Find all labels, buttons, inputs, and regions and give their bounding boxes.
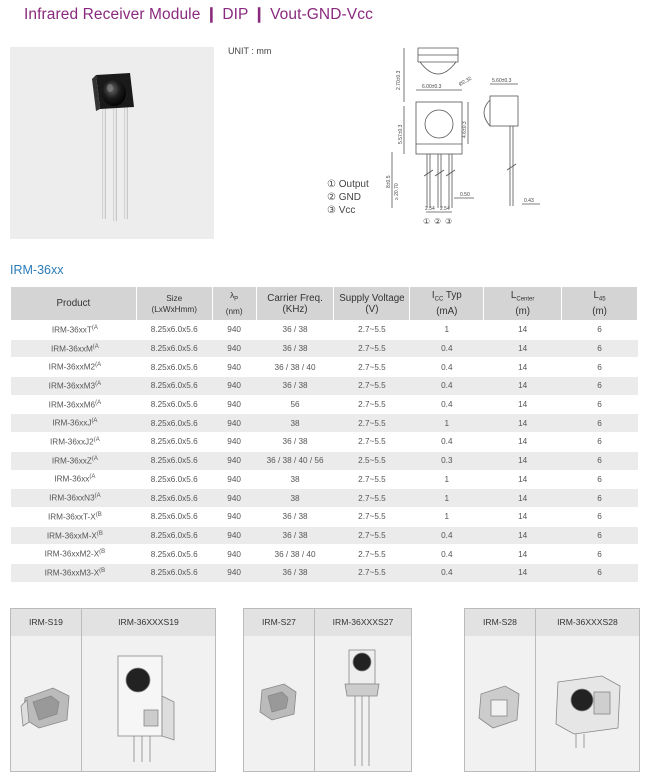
col-lcenter: $L_{Center}$ (m) [484,287,562,321]
supply-cell: 2.7~5.5 [334,377,410,396]
pin-number: ① [423,217,431,226]
page-title: Infrared Receiver Module ❙ DIP ❙ Vout-GND-Vcc [24,6,373,23]
table-row [11,321,638,340]
supply-cell: 2.7~5.5 [334,470,410,489]
size-cell: 8.25x6.0x5.6 [136,545,212,564]
carrier-cell: 36 / 38 [256,377,334,396]
lambda-cell: 940 [212,451,256,470]
table-header-row [11,287,638,321]
product-cell: IRM-$36xxM-X^{(B}$ [11,526,137,545]
supply-cell: 2.7~5.5 [334,358,410,377]
icc-cell: 0.4 [410,339,484,358]
dim-label: 4.6±0.3 [462,121,468,138]
case-header: IRM-S19 [11,609,81,636]
l45-cell: 6 [562,526,638,545]
spec-table [10,286,638,583]
l45-cell: 6 [562,563,638,582]
pin-legend [327,178,369,217]
icc-cell: 1 [410,489,484,508]
l45-cell: 6 [562,451,638,470]
carrier-cell: 38 [256,414,334,433]
lambda-cell: 940 [212,545,256,564]
module-in-holder-image [315,636,411,771]
carrier-cell: 36 / 38 [256,526,334,545]
lc-cell: 14 [484,433,562,452]
case-group-s19 [10,608,216,772]
product-photo [10,47,214,239]
lc-cell: 14 [484,321,562,340]
col-carrier: Carrier Freq. (KHz) [256,287,334,321]
size-cell: 8.25x6.0x5.6 [136,395,212,414]
product-cell: IRM-$36xxM2^{(A}$ [11,358,137,377]
table-row [11,395,638,414]
lc-cell: 14 [484,563,562,582]
l45-cell: 6 [562,321,638,340]
size-cell: 8.25x6.0x5.6 [136,470,212,489]
product-cell: IRM-36xxJ$^{(A}$ [11,414,137,433]
lambda-cell: 940 [212,377,256,396]
size-cell: 8.25x6.0x5.6 [136,358,212,377]
ir-receiver-image [10,47,214,239]
product-cell: IRM-$36xxN3^{(A}$ [11,489,137,508]
l45-cell: 6 [562,545,638,564]
carrier-cell: 36 / 38 / 40 [256,545,334,564]
size-cell: 8.25x6.0x5.6 [136,563,212,582]
col-wavelength: $\lambda_P$ (nm) [212,287,256,321]
l45-cell: 6 [562,377,638,396]
lc-cell: 14 [484,377,562,396]
table-row [11,433,638,452]
unit-label: UNIT : mm [228,46,272,56]
module-in-holder-image [82,636,215,771]
dim-label: 0.43 [524,198,534,204]
dimension-drawing [378,40,558,230]
lc-cell: 14 [484,395,562,414]
case-header: IRM-36XXXS28 [536,609,639,636]
series-title: IRM-36xx [10,263,64,277]
supply-cell: 2.7~5.5 [334,321,410,340]
icc-cell: 0.4 [410,526,484,545]
supply-cell: 2.5~5.5 [334,451,410,470]
table-row [11,451,638,470]
icc-cell: 0.4 [410,563,484,582]
lambda-cell: 940 [212,433,256,452]
dim-label: 0.50 [460,192,470,198]
col-icc: $I_{CC}$ Typ (mA) [410,287,484,321]
size-cell: 8.25x6.0x5.6 [136,526,212,545]
product-cell: IRM-$36xxM6^{(A}$ [11,395,137,414]
lambda-cell: 940 [212,339,256,358]
lc-cell: 14 [484,507,562,526]
carrier-cell: 38 [256,470,334,489]
dim-label: 2.54 [425,206,435,212]
size-cell: 8.25x6.0x5.6 [136,433,212,452]
lambda-cell: 940 [212,321,256,340]
carrier-cell: 36 / 38 [256,321,334,340]
case-group-s27 [243,608,412,772]
carrier-cell: 36 / 38 [256,507,334,526]
lc-cell: 14 [484,339,562,358]
lc-cell: 14 [484,545,562,564]
lc-cell: 14 [484,414,562,433]
product-cell: IRM-36xxT$^{(A}$ [11,321,137,340]
lambda-cell: 940 [212,395,256,414]
supply-cell: 2.7~5.5 [334,433,410,452]
dim-label: Ø2.32 [458,75,473,88]
supply-cell: 2.7~5.5 [334,339,410,358]
table-row [11,339,638,358]
case-header: IRM-S28 [465,609,535,636]
dim-label: ≥ 20.70 [394,183,400,200]
case-header: IRM-36XXXS27 [315,609,411,636]
icc-cell: 0.4 [410,545,484,564]
icc-cell: 1 [410,414,484,433]
supply-cell: 2.7~5.5 [334,545,410,564]
table-row [11,526,638,545]
product-cell: IRM-$36xxM2-X^{(B}$ [11,545,137,564]
supply-cell: 2.7~5.5 [334,414,410,433]
l45-cell: 6 [562,433,638,452]
l45-cell: 6 [562,507,638,526]
product-cell: IRM-36xxM$^{(A}$ [11,339,137,358]
product-cell: IRM-$36xx^{(A}$ [11,470,137,489]
carrier-cell: 36 / 38 / 40 / 56 [256,451,334,470]
case-header: IRM-S27 [244,609,314,636]
carrier-cell: 36 / 38 [256,433,334,452]
lc-cell: 14 [484,526,562,545]
size-cell: 8.25x6.0x5.6 [136,321,212,340]
dim-label: 5.57±0.3 [398,124,404,144]
supply-cell: 2.7~5.5 [334,489,410,508]
l45-cell: 6 [562,358,638,377]
icc-cell: 0.3 [410,451,484,470]
table-row [11,358,638,377]
table-row [11,563,638,582]
icc-cell: 0.4 [410,395,484,414]
table-row [11,489,638,508]
dim-label: 2.54 [440,206,450,212]
size-cell: 8.25x6.0x5.6 [136,507,212,526]
table-row [11,414,638,433]
dim-label: 6.00±0.3 [422,84,442,90]
lambda-cell: 940 [212,563,256,582]
supply-cell: 2.7~5.5 [334,526,410,545]
l45-cell: 6 [562,470,638,489]
lambda-cell: 940 [212,526,256,545]
col-size: Size (LxWxHmm) [136,287,212,321]
lc-cell: 14 [484,489,562,508]
col-product: Product [11,287,137,321]
icc-cell: 1 [410,321,484,340]
lambda-cell: 940 [212,358,256,377]
holder-image [465,636,535,771]
dim-label: 2.70±0.3 [396,70,402,90]
size-cell: 8.25x6.0x5.6 [136,489,212,508]
pin-legend-vcc: ③ Vcc [327,205,356,216]
supply-cell: 2.7~5.5 [334,507,410,526]
l45-cell: 6 [562,339,638,358]
pin-legend-gnd: ② GND [327,192,361,203]
pin-number: ② [434,217,442,226]
carrier-cell: 36 / 38 [256,563,334,582]
l45-cell: 6 [562,414,638,433]
product-cell: IRM-$36xxT-X^{(B}$ [11,507,137,526]
product-cell: IRM-$36xxJ2^{(A}$ [11,433,137,452]
case-header: IRM-36XXXS19 [82,609,215,636]
size-cell: 8.25x6.0x5.6 [136,414,212,433]
case-group-s28 [464,608,640,772]
l45-cell: 6 [562,489,638,508]
lc-cell: 14 [484,470,562,489]
module-in-holder-image [536,636,639,771]
icc-cell: 0.4 [410,433,484,452]
carrier-cell: 56 [256,395,334,414]
col-supply: Supply Voltage (V) [334,287,410,321]
holder-image [11,636,81,771]
dim-label: 8±0.5 [386,175,392,188]
size-cell: 8.25x6.0x5.6 [136,451,212,470]
size-cell: 8.25x6.0x5.6 [136,377,212,396]
product-cell: IRM-$36xxM3^{(A}$ [11,377,137,396]
icc-cell: 0.4 [410,358,484,377]
carrier-cell: 36 / 38 / 40 [256,358,334,377]
product-cell: IRM-36xxZ$^{(A}$ [11,451,137,470]
carrier-cell: 36 / 38 [256,339,334,358]
supply-cell: 2.7~5.5 [334,395,410,414]
supply-cell: 2.7~5.5 [334,563,410,582]
holder-image [244,636,314,771]
icc-cell: 1 [410,470,484,489]
table-row [11,470,638,489]
icc-cell: 0.4 [410,377,484,396]
lc-cell: 14 [484,358,562,377]
lambda-cell: 940 [212,414,256,433]
col-l45: $L_{45}$ (m) [562,287,638,321]
icc-cell: 1 [410,507,484,526]
table-row [11,507,638,526]
product-cell: IRM-$36xxM3-X^{(B}$ [11,563,137,582]
lc-cell: 14 [484,451,562,470]
l45-cell: 6 [562,395,638,414]
pin-number: ③ [445,217,453,226]
size-cell: 8.25x6.0x5.6 [136,339,212,358]
table-row [11,545,638,564]
lambda-cell: 940 [212,470,256,489]
lambda-cell: 940 [212,507,256,526]
dim-label: 5.60±0.3 [492,78,512,84]
pin-legend-output: ① Output [327,179,369,190]
carrier-cell: 38 [256,489,334,508]
table-row [11,377,638,396]
lambda-cell: 940 [212,489,256,508]
